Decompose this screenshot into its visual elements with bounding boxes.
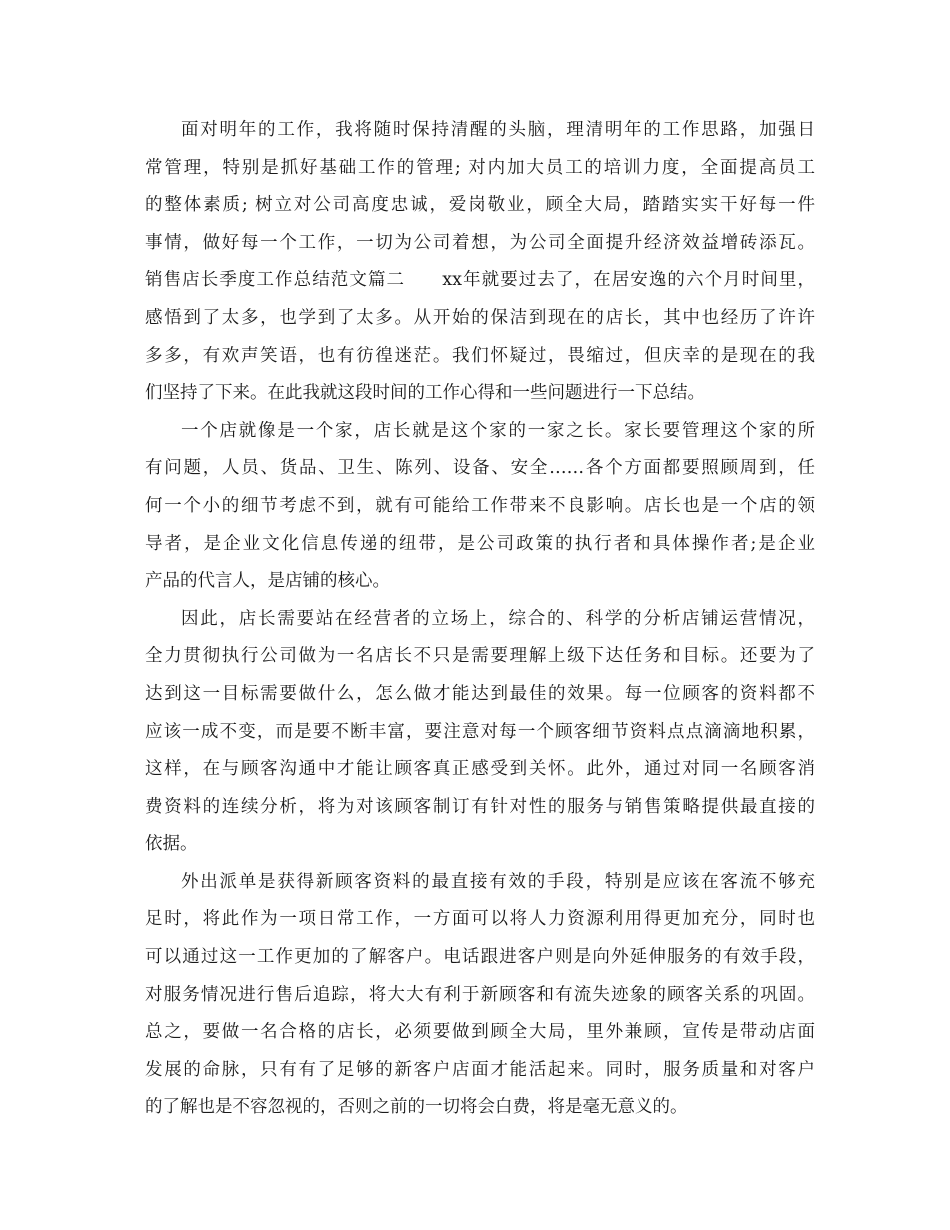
text-line: 何一个小的细节考虑不到，就有可能给工作带来不良影响。店长也是一个店的领 <box>145 495 815 516</box>
text-line: 常管理，特别是抓好基础工作的管理; 对内加大员工的培训力度，全面提高员工 <box>145 157 815 178</box>
text-line: 这样，在与顾客沟通中才能让顾客真正感受到关怀。此外，通过对同一名顾客消 <box>145 759 815 780</box>
text-line: 导者，是企业文化信息传递的纽带，是公司政策的执行者和具体操作者;是企业 <box>145 533 815 554</box>
text-line: 可以通过这一工作更加的了解客户。电话跟进客户则是向外延伸服务的有效手段， <box>145 947 815 968</box>
text-line: 的整体素质; 树立对公司高度忠诚，爱岗敬业，顾全大局，踏踏实实干好每一件 <box>145 195 815 216</box>
text-line: 多多，有欢声笑语，也有彷徨迷茫。我们怀疑过，畏缩过，但庆幸的是现在的我 <box>145 345 815 366</box>
text-line: 发展的命脉，只有有了足够的新客户店面才能活起来。同时，服务质量和对客户 <box>145 1059 815 1080</box>
text-line: 费资料的连续分析，将为对该顾客制订有针对性的服务与销售策略提供最直接的 <box>145 796 815 817</box>
text-line: 对服务情况进行售后追踪，将大大有利于新顾客和有流失迹象的顾客关系的巩固。 <box>145 984 815 1005</box>
text-line: 足时，将此作为一项日常工作，一方面可以将人力资源利用得更加充分，同时也 <box>145 909 815 930</box>
text-line: 事情，做好每一个工作，一切为公司着想，为公司全面提升经济效益增砖添瓦。 <box>145 232 815 253</box>
text-line: 感悟到了太多，也学到了太多。从开始的保洁到现在的店长，其中也经历了许许 <box>145 307 815 328</box>
text-line: 销售店长季度工作总结范文篇二 xx年就要过去了，在居安逸的六个月时间里， <box>145 270 815 291</box>
text-line: 一个店就像是一个家，店长就是这个家的一家之长。家长要管理这个家的所 <box>181 420 815 441</box>
document-body <box>145 112 815 1127</box>
text-line: 全力贯彻执行公司做为一名店长不只是需要理解上级下达任务和目标。还要为了 <box>145 646 815 667</box>
text-line: 因此，店长需要站在经营者的立场上，综合的、科学的分析店铺运营情况， <box>181 608 815 629</box>
text-line: 的了解也是不容忽视的，否则之前的一切将会白费，将是毫无意义的。 <box>145 1097 688 1118</box>
text-line: 有问题，人员、货品、卫生、陈列、设备、安全……各个方面都要照顾周到，任 <box>145 458 815 479</box>
text-line: 达到这一目标需要做什么，怎么做才能达到最佳的效果。每一位顾客的资料都不 <box>145 683 815 704</box>
text-line: 外出派单是获得新顾客资料的最直接有效的手段，特别是应该在客流不够充 <box>181 871 815 892</box>
text-line: 们坚持了下来。在此我就这段时间的工作心得和一些问题进行一下总结。 <box>145 383 705 404</box>
text-line: 总之，要做一名合格的店长，必须要做到顾全大局，里外兼顾，宣传是带动店面 <box>145 1022 815 1043</box>
text-line: 产品的代言人，是店铺的核心。 <box>145 571 390 592</box>
text-line: 面对明年的工作，我将随时保持清醒的头脑，理清明年的工作思路，加强日 <box>181 120 815 140</box>
text-line: 应该一成不变，而是要不断丰富，要注意对每一个顾客细节资料点点滴滴地积累， <box>145 721 815 742</box>
text-line: 依据。 <box>145 834 198 855</box>
